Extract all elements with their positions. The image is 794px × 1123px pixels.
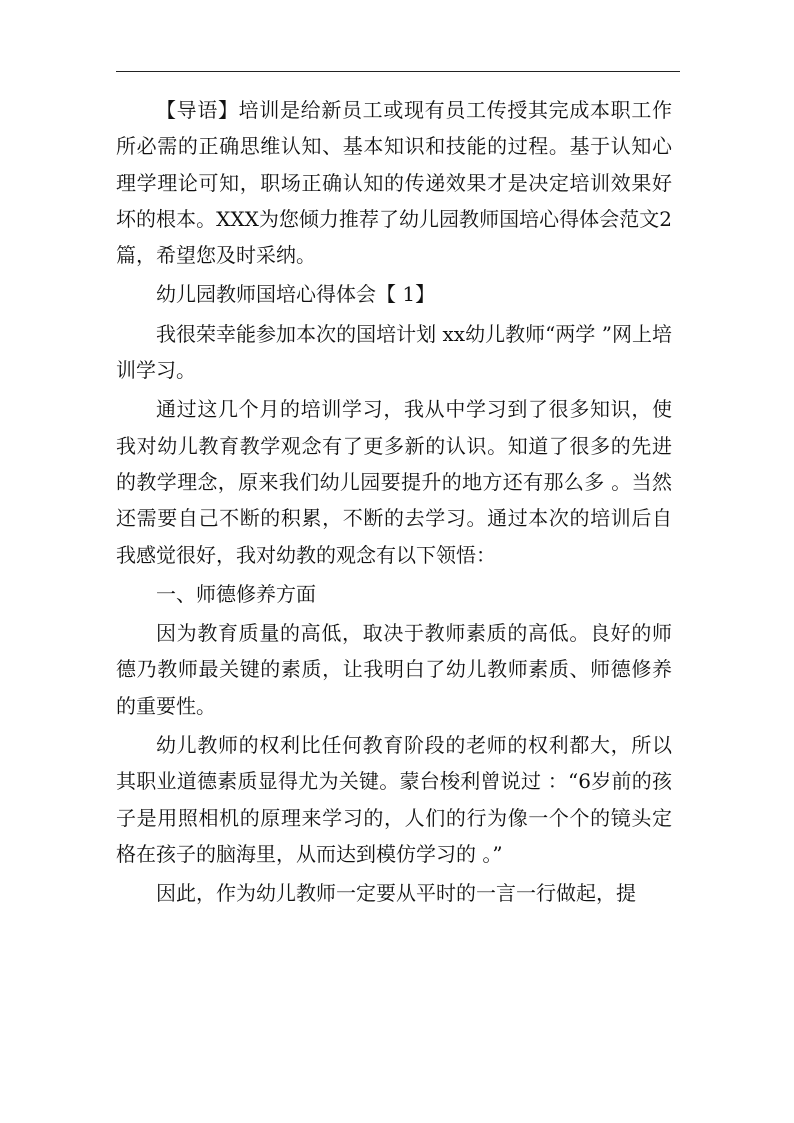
body-paragraph: 幼儿教师的权利比任何教育阶段的老师的权利都大，所以其职业道德素质显得尤为关键。蒙台梭利曾说过 ：“6岁前的孩子是用照相机的原理来学习的，人们的行为像一个个的镜头定格在孩子的脑海里，从而达到模仿学习的 。” bbox=[116, 733, 672, 866]
body-paragraph: 因为教育质量的高低，取决于教师素质的高低。良好的师德乃教师最关键的素质，让我明白了幼儿教师素质、师德修养的重要性。 bbox=[116, 621, 672, 718]
header-divider bbox=[116, 71, 680, 72]
body-paragraph: 因此，作为幼儿教师一定要从平时的一言一行做起，提 bbox=[156, 881, 636, 906]
body-paragraph: 我很荣幸能参加本次的国培计划 xx幼儿教师“两学 ”网上培训学习。 bbox=[116, 321, 672, 383]
subsection-heading: 一、师德修养方面 bbox=[156, 581, 316, 606]
document-body bbox=[116, 92, 672, 912]
body-paragraph: 通过这几个月的培训学习，我从中学习到了很多知识，使我对幼儿教育教学观念有了更多新的认识。知道了很多的先进的教学理念，原来我们幼儿园要提升的地方还有那么多 。当然还需要自己不断的积累，不断的去学习。通过本次的培训后自我感觉很好，我对幼教的观念有以下领悟： bbox=[116, 397, 672, 567]
section-title: 幼儿园教师国培心得体会【 1】 bbox=[156, 282, 436, 307]
intro-paragraph: 【导语】培训是给新员工或现有员工传授其完成本职工作所必需的正确思维认知、基本知识和技能的过程。基于认知心理学理论可知，职场正确认知的传递效果才是决定培训效果好坏的根本。XXX为您倾力推荐了幼儿园教师国培心得体会范文2篇，希望您及时采纳。 bbox=[116, 98, 672, 268]
